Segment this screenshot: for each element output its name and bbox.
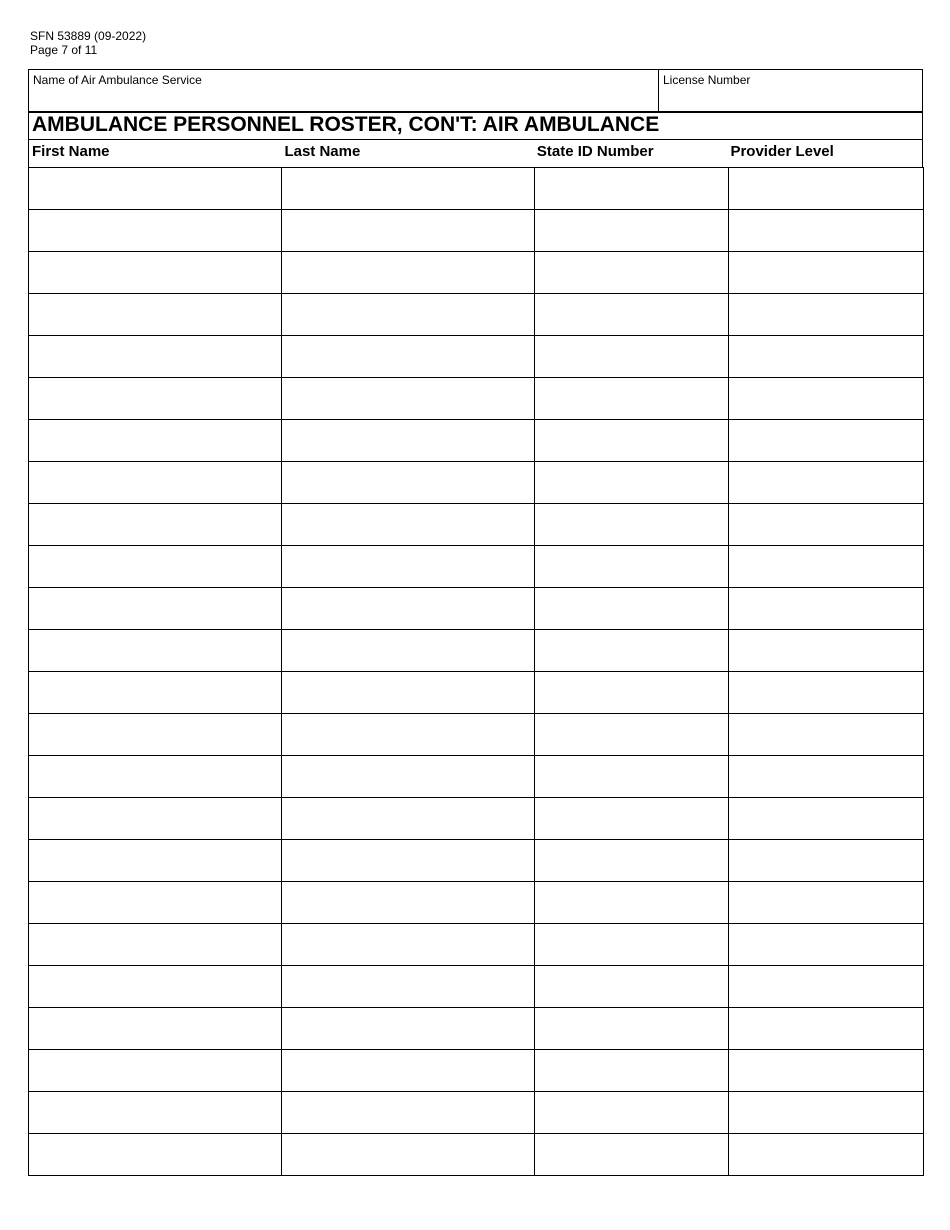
first-name-input[interactable]	[29, 798, 281, 839]
roster-cell	[282, 462, 535, 504]
last-name-input[interactable]	[282, 798, 534, 839]
last-name-input[interactable]	[282, 420, 534, 461]
roster-cell	[729, 1092, 924, 1134]
roster-cell	[282, 588, 535, 630]
state-id-input[interactable]	[535, 1050, 728, 1091]
roster-cell	[282, 672, 535, 714]
roster-cell	[29, 294, 282, 336]
roster-row	[29, 252, 924, 294]
roster-cell	[729, 1050, 924, 1092]
roster-cell	[535, 840, 729, 882]
roster-cell	[282, 1008, 535, 1050]
roster-row	[29, 168, 924, 210]
state-id-input[interactable]	[535, 798, 728, 839]
roster-cell	[282, 1134, 535, 1176]
roster-cell	[29, 462, 282, 504]
roster-cell	[29, 714, 282, 756]
roster-cell	[535, 546, 729, 588]
provider-level-input[interactable]	[729, 1008, 923, 1049]
state-id-input[interactable]	[535, 378, 728, 419]
roster-cell	[535, 1050, 729, 1092]
roster-cell	[282, 924, 535, 966]
provider-level-input[interactable]	[729, 546, 923, 587]
roster-cell	[29, 210, 282, 252]
first-name-input[interactable]	[29, 378, 281, 419]
last-name-input[interactable]	[282, 714, 534, 755]
state-id-input[interactable]	[535, 252, 728, 293]
state-id-input[interactable]	[535, 294, 728, 335]
roster-cell	[282, 882, 535, 924]
provider-level-input[interactable]	[729, 336, 923, 377]
column-header-provider-level: Provider Level	[730, 143, 834, 160]
last-name-input[interactable]	[282, 294, 534, 335]
roster-cell	[535, 168, 729, 210]
provider-level-input[interactable]	[729, 1050, 923, 1091]
first-name-input[interactable]	[29, 546, 281, 587]
roster-cell	[282, 420, 535, 462]
form-meta	[30, 29, 146, 57]
roster-cell	[729, 252, 924, 294]
roster-row	[29, 210, 924, 252]
roster-row	[29, 1092, 924, 1134]
roster-cell	[729, 840, 924, 882]
roster-cell	[29, 1134, 282, 1176]
roster-cell	[535, 504, 729, 546]
roster-cell	[29, 966, 282, 1008]
state-id-input[interactable]	[535, 588, 728, 629]
license-number-label: License Number	[663, 73, 751, 87]
provider-level-input[interactable]	[729, 840, 923, 881]
roster-cell	[282, 378, 535, 420]
provider-level-input[interactable]	[729, 882, 923, 923]
last-name-input[interactable]	[282, 630, 534, 671]
provider-level-input[interactable]	[729, 714, 923, 755]
page-number: Page 7 of 11	[30, 43, 98, 57]
roster-cell	[535, 714, 729, 756]
state-id-input[interactable]	[535, 672, 728, 713]
roster-row	[29, 420, 924, 462]
first-name-input[interactable]	[29, 588, 281, 629]
roster-row	[29, 1008, 924, 1050]
first-name-input[interactable]	[29, 504, 281, 545]
state-id-input[interactable]	[535, 336, 728, 377]
roster-cell	[535, 378, 729, 420]
roster-cell	[535, 1134, 729, 1176]
roster-cell	[29, 1092, 282, 1134]
roster-cell	[729, 504, 924, 546]
state-id-input[interactable]	[535, 924, 728, 965]
last-name-input[interactable]	[282, 1050, 534, 1091]
state-id-input[interactable]	[535, 714, 728, 755]
roster-cell	[535, 966, 729, 1008]
state-id-input[interactable]	[535, 546, 728, 587]
roster-cell	[535, 462, 729, 504]
state-id-input[interactable]	[535, 756, 728, 797]
roster-row	[29, 294, 924, 336]
roster-cell	[729, 714, 924, 756]
state-id-input[interactable]	[535, 210, 728, 251]
first-name-input[interactable]	[29, 168, 281, 209]
provider-level-input[interactable]	[729, 798, 923, 839]
provider-level-input[interactable]	[729, 294, 923, 335]
roster-cell	[729, 756, 924, 798]
roster-cell	[535, 798, 729, 840]
roster-cell	[282, 168, 535, 210]
roster-cell	[535, 252, 729, 294]
roster-cell	[535, 588, 729, 630]
service-header-box	[28, 69, 923, 112]
first-name-input[interactable]	[29, 294, 281, 335]
last-name-input[interactable]	[282, 210, 534, 251]
last-name-input[interactable]	[282, 840, 534, 881]
provider-level-input[interactable]	[729, 588, 923, 629]
first-name-input[interactable]	[29, 252, 281, 293]
state-id-input[interactable]	[535, 966, 728, 1007]
provider-level-input[interactable]	[729, 1134, 923, 1175]
roster-cell	[29, 252, 282, 294]
roster-row	[29, 882, 924, 924]
roster-cell	[29, 756, 282, 798]
column-header-state-id: State ID Number	[536, 143, 654, 160]
roster-row	[29, 756, 924, 798]
last-name-input[interactable]	[282, 1134, 534, 1175]
state-id-input[interactable]	[535, 1008, 728, 1049]
roster-cell	[535, 336, 729, 378]
roster-cell	[729, 588, 924, 630]
provider-level-input[interactable]	[729, 756, 923, 797]
roster-cell	[282, 504, 535, 546]
roster-cell	[729, 168, 924, 210]
form-number: SFN 53889 (09-2022)	[30, 29, 147, 43]
roster-row	[29, 378, 924, 420]
roster-cell	[282, 294, 535, 336]
roster-row	[29, 798, 924, 840]
first-name-input[interactable]	[29, 420, 281, 461]
roster-cell	[29, 1008, 282, 1050]
first-name-input[interactable]	[29, 840, 281, 881]
roster-cell	[282, 336, 535, 378]
roster-row	[29, 1050, 924, 1092]
roster-cell	[729, 798, 924, 840]
roster-cell	[535, 294, 729, 336]
roster-cell	[29, 168, 282, 210]
roster-cell	[729, 420, 924, 462]
provider-level-input[interactable]	[729, 672, 923, 713]
first-name-input[interactable]	[29, 714, 281, 755]
roster-cell	[29, 336, 282, 378]
state-id-input[interactable]	[535, 462, 728, 503]
state-id-input[interactable]	[535, 420, 728, 461]
state-id-input[interactable]	[535, 1134, 728, 1175]
state-id-input[interactable]	[535, 630, 728, 671]
state-id-input[interactable]	[535, 1092, 728, 1133]
roster-row	[29, 588, 924, 630]
roster-cell	[729, 1134, 924, 1176]
last-name-input[interactable]	[282, 588, 534, 629]
roster-cell	[729, 966, 924, 1008]
roster-column-headers	[28, 139, 923, 168]
roster-cell	[729, 630, 924, 672]
roster-cell	[282, 966, 535, 1008]
first-name-input[interactable]	[29, 882, 281, 923]
roster-cell	[29, 504, 282, 546]
roster-cell	[729, 336, 924, 378]
roster-table	[28, 167, 924, 1176]
roster-cell	[729, 1008, 924, 1050]
roster-cell	[29, 1050, 282, 1092]
provider-level-input[interactable]	[729, 252, 923, 293]
roster-cell	[535, 672, 729, 714]
roster-cell	[29, 840, 282, 882]
last-name-input[interactable]	[282, 504, 534, 545]
provider-level-input[interactable]	[729, 1092, 923, 1133]
roster-cell	[282, 1092, 535, 1134]
roster-cell	[535, 1008, 729, 1050]
first-name-input[interactable]	[29, 630, 281, 671]
roster-cell	[29, 378, 282, 420]
roster-cell	[535, 1092, 729, 1134]
last-name-input[interactable]	[282, 462, 534, 503]
column-header-last-name: Last Name	[284, 143, 361, 160]
service-name-label: Name of Air Ambulance Service	[33, 73, 202, 87]
roster-cell	[282, 630, 535, 672]
first-name-input[interactable]	[29, 1050, 281, 1091]
roster-cell	[729, 882, 924, 924]
column-header-first-name: First Name	[32, 143, 110, 160]
roster-cell	[29, 882, 282, 924]
roster-cell	[282, 546, 535, 588]
provider-level-input[interactable]	[729, 420, 923, 461]
last-name-input[interactable]	[282, 336, 534, 377]
roster-cell	[535, 630, 729, 672]
roster-cell	[535, 210, 729, 252]
first-name-input[interactable]	[29, 1008, 281, 1049]
section-title: AMBULANCE PERSONNEL ROSTER, CON'T: AIR AMBULANCE	[28, 111, 923, 140]
roster-cell	[535, 756, 729, 798]
roster-cell	[29, 798, 282, 840]
state-id-input[interactable]	[535, 840, 728, 881]
roster-row	[29, 630, 924, 672]
first-name-input[interactable]	[29, 756, 281, 797]
roster-row	[29, 462, 924, 504]
roster-row	[29, 336, 924, 378]
state-id-input[interactable]	[535, 168, 728, 209]
last-name-input[interactable]	[282, 1008, 534, 1049]
provider-level-input[interactable]	[729, 504, 923, 545]
state-id-input[interactable]	[535, 504, 728, 545]
roster-cell	[282, 756, 535, 798]
last-name-input[interactable]	[282, 546, 534, 587]
provider-level-input[interactable]	[729, 462, 923, 503]
state-id-input[interactable]	[535, 882, 728, 923]
roster-cell	[29, 672, 282, 714]
roster-row	[29, 504, 924, 546]
roster-row	[29, 672, 924, 714]
roster-cell	[729, 294, 924, 336]
roster-cell	[29, 630, 282, 672]
roster-cell	[535, 924, 729, 966]
last-name-input[interactable]	[282, 252, 534, 293]
last-name-input[interactable]	[282, 756, 534, 797]
roster-cell	[282, 1050, 535, 1092]
last-name-input[interactable]	[282, 966, 534, 1007]
roster-row	[29, 1134, 924, 1176]
provider-level-input[interactable]	[729, 966, 923, 1007]
roster-cell	[282, 252, 535, 294]
roster-cell	[282, 798, 535, 840]
roster-row	[29, 924, 924, 966]
roster-cell	[729, 924, 924, 966]
roster-cell	[729, 378, 924, 420]
last-name-input[interactable]	[282, 168, 534, 209]
license-number-field[interactable]	[659, 70, 922, 111]
first-name-input[interactable]	[29, 336, 281, 377]
first-name-input[interactable]	[29, 672, 281, 713]
roster-cell	[29, 924, 282, 966]
first-name-input[interactable]	[29, 924, 281, 965]
roster-cell	[29, 546, 282, 588]
last-name-input[interactable]	[282, 378, 534, 419]
roster-cell	[729, 210, 924, 252]
first-name-input[interactable]	[29, 210, 281, 251]
roster-row	[29, 714, 924, 756]
roster-row	[29, 546, 924, 588]
roster-cell	[282, 714, 535, 756]
roster-cell	[729, 462, 924, 504]
provider-level-input[interactable]	[729, 378, 923, 419]
first-name-input[interactable]	[29, 966, 281, 1007]
roster-cell	[535, 882, 729, 924]
roster-cell	[29, 420, 282, 462]
roster-row	[29, 840, 924, 882]
roster-cell	[729, 546, 924, 588]
provider-level-input[interactable]	[729, 168, 923, 209]
provider-level-input[interactable]	[729, 630, 923, 671]
last-name-input[interactable]	[282, 672, 534, 713]
roster-row	[29, 966, 924, 1008]
provider-level-input[interactable]	[729, 924, 923, 965]
roster-cell	[282, 840, 535, 882]
roster-cell	[282, 210, 535, 252]
roster-cell	[29, 588, 282, 630]
last-name-input[interactable]	[282, 1092, 534, 1133]
first-name-input[interactable]	[29, 1092, 281, 1133]
first-name-input[interactable]	[29, 1134, 281, 1175]
last-name-input[interactable]	[282, 882, 534, 923]
roster-cell	[729, 672, 924, 714]
roster-cell	[535, 420, 729, 462]
roster-body	[29, 168, 924, 1176]
first-name-input[interactable]	[29, 462, 281, 503]
provider-level-input[interactable]	[729, 210, 923, 251]
last-name-input[interactable]	[282, 924, 534, 965]
service-name-field[interactable]	[29, 70, 659, 111]
